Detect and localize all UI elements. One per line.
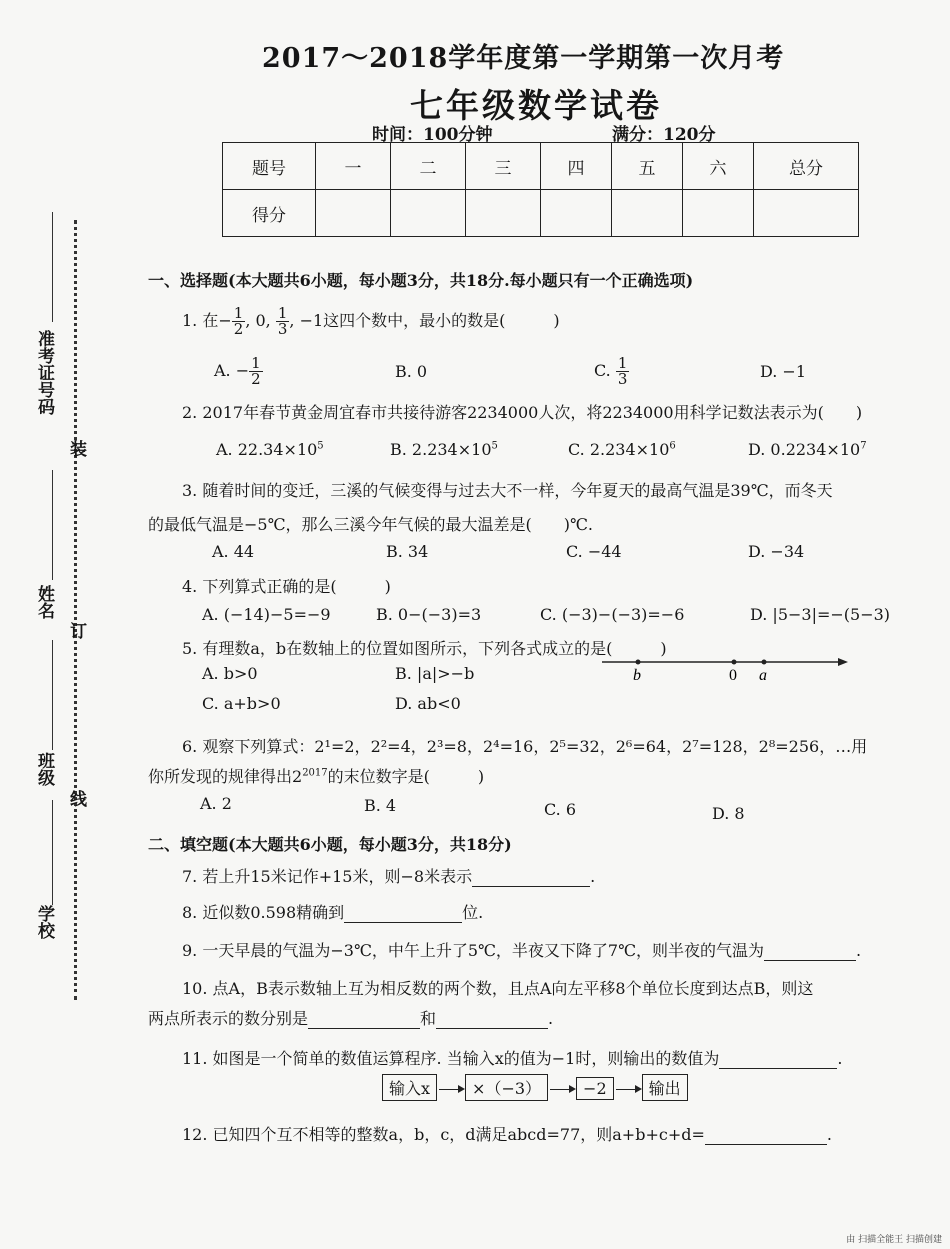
q11-text: 11. 如图是一个简单的数值运算程序. 当输入x的值为−1时，则输出的数值为 (182, 1049, 720, 1068)
q2-option-d[interactable] (748, 440, 867, 459)
q10-text: . (548, 1009, 554, 1028)
answer-blank[interactable] (308, 1009, 420, 1029)
score-input-cell[interactable] (754, 190, 859, 237)
class-label: 班级 (34, 752, 54, 786)
q8-text: 位. (462, 903, 484, 922)
section-heading: 二、填空题(本大题共6小题，每小题3分，共18分) (148, 835, 512, 854)
denominator: 3 (617, 370, 628, 388)
exponent: 2017 (302, 767, 328, 779)
q11-text: . (837, 1049, 843, 1068)
option-text: B. 2.234×10 (390, 440, 492, 459)
power-item: 2⁴=16 (482, 737, 534, 756)
score-input-cell[interactable] (466, 190, 541, 237)
score-cell: 总分 (754, 143, 859, 190)
q4-option-a[interactable]: A. (−14)−5=−9 (202, 605, 331, 624)
score-table (222, 142, 859, 237)
power-item: 2⁸=256 (758, 737, 820, 756)
binding-xian: 线 (66, 790, 86, 807)
power-item: 2⁷=128 (682, 737, 743, 756)
denominator: 2 (251, 370, 261, 388)
score-input-cell[interactable] (612, 190, 683, 237)
q1-option-d[interactable]: D. −1 (760, 362, 807, 381)
question-7 (182, 864, 595, 887)
q1-option-c[interactable] (594, 356, 629, 387)
name-label: 姓名 (34, 585, 54, 619)
exam-full-marks: 满分：120分 (612, 125, 716, 145)
score-cell: 四 (541, 143, 612, 190)
numerator: 1 (617, 354, 628, 372)
exponent: 5 (491, 440, 498, 452)
fraction (249, 356, 263, 387)
question-1 (182, 306, 560, 337)
question-4: 4. 下列算式正确的是( ) (182, 577, 391, 596)
answer-blank[interactable] (764, 941, 856, 961)
question-6-cont (148, 764, 484, 787)
school-blank[interactable] (52, 800, 53, 905)
q5-option-d[interactable]: D. ab<0 (395, 694, 461, 713)
score-cell: 三 (466, 143, 541, 190)
exam-time: 时间：100分钟 (372, 125, 493, 145)
q6-option-b[interactable]: B. 4 (364, 796, 397, 815)
power-item: 2¹=2 (314, 737, 355, 756)
denominator: 3 (277, 320, 288, 338)
score-cell: 二 (391, 143, 466, 190)
power-item: 2³=8 (426, 737, 467, 756)
question-8 (182, 900, 483, 923)
number-line-arrow (838, 658, 848, 666)
point-b-label: b (633, 667, 641, 684)
exponent: 7 (860, 440, 867, 452)
power-item: 2⁶=64 (615, 737, 667, 756)
exam-title: 2017～2018学年度第一学期第一次月考 (262, 43, 785, 74)
option-text: C. (594, 361, 611, 380)
exponent: 6 (669, 440, 676, 452)
origin-marker (732, 660, 737, 665)
q3-option-c[interactable]: C. −44 (566, 542, 622, 561)
name-blank[interactable] (52, 470, 53, 580)
point-a-label: a (759, 667, 767, 684)
q10-text: 和 (420, 1009, 437, 1028)
question-2: 2. 2017年春节黄金周宜春市共接待游客2234000人次，将2234000用科学记数法表示为( ) (182, 403, 863, 422)
q2-option-a[interactable] (216, 440, 324, 459)
q6-text: 6. 观察下列算式： (182, 737, 315, 756)
flow-multiply-box: ×（−3） (465, 1074, 548, 1101)
q2-option-b[interactable] (390, 440, 498, 459)
q3-option-a[interactable]: A. 44 (212, 542, 255, 561)
binding-zhuang: 装 (66, 440, 86, 457)
q4-option-c[interactable]: C. (−3)−(−3)=−6 (540, 605, 685, 624)
q6-option-d[interactable]: D. 8 (712, 804, 745, 823)
option-text: A. 22.34×10 (216, 440, 318, 459)
score-cell: 五 (612, 143, 683, 190)
question-6: 6. 观察下列算式：2¹=2，2²=4，2³=8，2⁴=16，2⁵=32，2⁶=64，2⁷=128，2⁸=256，…用 (182, 737, 868, 756)
q5-option-b[interactable]: B. |a|>−b (395, 664, 475, 683)
exam-no-label: 准考证号码 (34, 330, 54, 415)
denominator: 2 (233, 320, 244, 338)
numerator: 1 (251, 354, 261, 372)
q6-text: 你所发现的规律得出2 (148, 767, 303, 786)
question-3-cont: 的最低气温是−5℃，那么三溪今年气候的最大温差是( )℃. (148, 515, 593, 534)
exponent: 5 (317, 440, 324, 452)
exam-subtitle: 七年级数学试卷 (410, 86, 662, 125)
flow-output-box: 输出 (642, 1074, 688, 1101)
q5-option-c[interactable]: C. a+b>0 (202, 694, 281, 713)
q1-option-a[interactable] (214, 356, 263, 387)
answer-blank[interactable] (436, 1009, 548, 1029)
score-cell: 六 (683, 143, 754, 190)
flow-arrow (550, 1089, 574, 1090)
section-heading: 一、选择题(本大题共6小题，每小题3分，共18分.每小题只有一个正确选项) (148, 271, 694, 290)
q2-option-c[interactable] (568, 440, 676, 459)
q12-text: . (826, 1125, 832, 1144)
q1-text: , 0, (245, 311, 276, 330)
question-12 (182, 1122, 832, 1145)
q10-text: 两点所表示的数分别是 (148, 1009, 309, 1028)
numerator: 1 (277, 304, 288, 322)
question-3: 3. 随着时间的变迁，三溪的气候变得与过去大不一样，今年夏天的最高气温是39℃，而冬天 (182, 481, 833, 500)
score-input-cell[interactable] (391, 190, 466, 237)
score-table-header-row (223, 143, 859, 190)
score-cell: 一 (316, 143, 391, 190)
q1-text: 1. 在− (182, 311, 232, 330)
option-text: A. − (214, 361, 250, 380)
option-text: C. 2.234×10 (568, 440, 670, 459)
score-row-label: 得分 (223, 190, 316, 237)
flow-input-box: 输入x (382, 1074, 437, 1101)
q6-option-a[interactable]: A. 2 (200, 794, 232, 813)
point-b-marker (636, 660, 641, 665)
answer-blank[interactable] (705, 1125, 827, 1145)
score-input-cell[interactable] (683, 190, 754, 237)
numerator: 1 (233, 304, 244, 322)
score-input-cell[interactable] (541, 190, 612, 237)
q9-text: 9. 一天早晨的气温为−3℃，中午上升了5℃，半夜又下降了7℃，则半夜的气温为 (182, 941, 764, 960)
q4-option-d[interactable]: D. |5−3|=−(5−3) (750, 605, 891, 624)
q12-text: 12. 已知四个互不相等的整数a，b，c，d满足abcd=77，则a+b+c+d= (182, 1125, 705, 1144)
score-table-score-row (223, 190, 859, 237)
q8-text: 8. 近似数0.598精确到 (182, 903, 345, 922)
answer-blank[interactable] (719, 1049, 837, 1069)
origin-label: 0 (729, 667, 737, 684)
question-9 (182, 938, 861, 961)
q7-text: 7. 若上升15米记作+15米，则−8米表示 (182, 867, 473, 886)
q6-text: ，…用 (819, 737, 868, 756)
binding-ding: 订 (66, 622, 86, 639)
question-11 (182, 1046, 842, 1069)
q1-text: , −1这四个数中，最小的数是( ) (289, 311, 560, 330)
answer-blank[interactable] (472, 867, 590, 887)
q4-option-b[interactable]: B. 0−(−3)=3 (376, 605, 482, 624)
fraction (616, 356, 630, 387)
power-item: 2²=4 (370, 737, 411, 756)
fraction (276, 306, 290, 337)
binding-dotted-line (74, 220, 77, 1000)
q3-option-d[interactable]: D. −34 (748, 542, 805, 561)
flow-arrow (616, 1089, 640, 1090)
score-input-cell[interactable] (316, 190, 391, 237)
question-10-cont (148, 1006, 553, 1029)
question-5: 5. 有理数a，b在数轴上的位置如图所示，下列各式成立的是( ) (182, 639, 667, 658)
q5-option-a[interactable]: A. b>0 (202, 664, 258, 683)
flow-diagram (382, 1074, 688, 1101)
q1-option-b[interactable]: B. 0 (395, 362, 428, 381)
answer-blank[interactable] (344, 903, 462, 923)
flow-subtract-box: −2 (576, 1077, 614, 1100)
scanner-watermark: 由 扫描全能王 扫描创建 (846, 1235, 942, 1245)
point-a-marker (762, 660, 767, 665)
school-label: 学校 (34, 905, 54, 939)
flow-arrow (439, 1089, 463, 1090)
class-blank[interactable] (52, 640, 53, 750)
q3-option-b[interactable]: B. 34 (386, 542, 429, 561)
q6-option-c[interactable]: C. 6 (544, 800, 577, 819)
q6-text: 的末位数字是( ) (327, 767, 485, 786)
question-10: 10. 点A，B表示数轴上互为相反数的两个数，且点A向左平移8个单位长度到达点B，则这 (182, 979, 814, 998)
q9-text: . (856, 941, 862, 960)
score-cell: 题号 (223, 143, 316, 190)
option-text: D. 0.2234×10 (748, 440, 861, 459)
fraction (232, 306, 246, 337)
exam-no-blank[interactable] (52, 212, 53, 322)
power-item: 2⁵=32 (549, 737, 600, 756)
q7-text: . (590, 867, 596, 886)
number-line-figure (600, 650, 850, 684)
